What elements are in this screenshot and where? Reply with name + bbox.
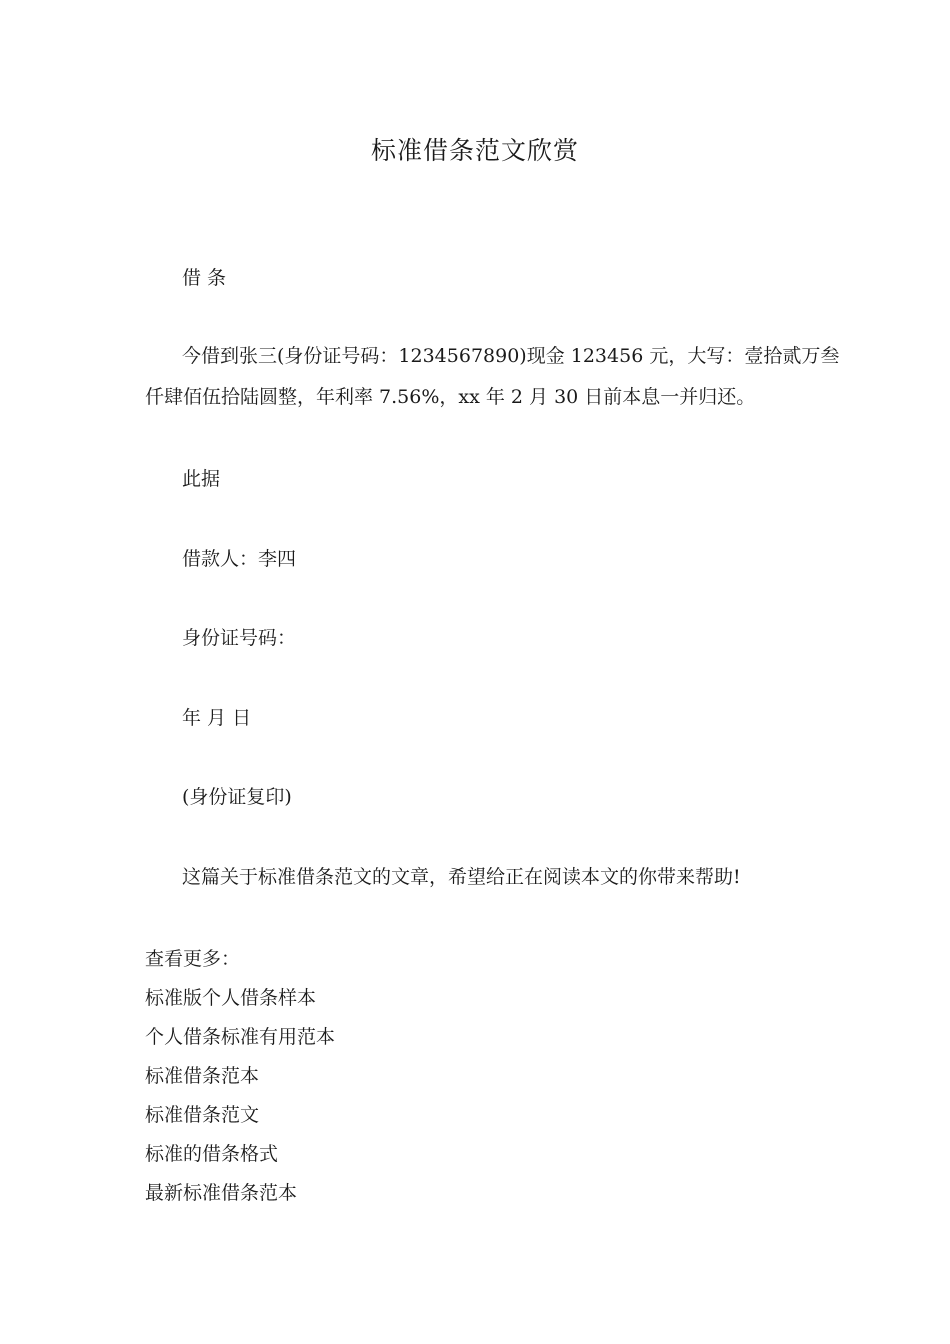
body-line-2: 仟肆佰伍拾陆圆整，年利率 7.56%，xx 年 2 月 30 日前本息一并归还。: [145, 386, 756, 408]
borrower-line: 借款人：李四: [182, 548, 297, 570]
iou-heading: 借 条: [182, 267, 227, 289]
more-link-2[interactable]: 个人借条标准有用范本: [145, 1026, 336, 1048]
id-copy-note: (身份证复印): [182, 786, 292, 808]
more-link-5[interactable]: 标准的借条格式: [145, 1143, 279, 1165]
id-number-label: 身份证号码：: [182, 627, 297, 649]
see-more-label: 查看更多：: [145, 948, 241, 970]
body-line-1: 今借到张三(身份证号码：1234567890)现金 123456 元，大写：壹拾贰万叁: [182, 345, 840, 367]
ci-ju-text: 此据: [182, 468, 221, 490]
date-line: 年 月 日: [182, 707, 252, 729]
more-link-3[interactable]: 标准借条范本: [145, 1065, 260, 1087]
more-link-1[interactable]: 标准版个人借条样本: [145, 987, 317, 1009]
more-link-6[interactable]: 最新标准借条范本: [145, 1182, 298, 1204]
more-link-4[interactable]: 标准借条范文: [145, 1104, 260, 1126]
document-title: 标准借条范文欣赏: [370, 136, 579, 165]
closing-text: 这篇关于标准借条范文的文章，希望给正在阅读本文的你带来帮助!: [182, 866, 741, 888]
